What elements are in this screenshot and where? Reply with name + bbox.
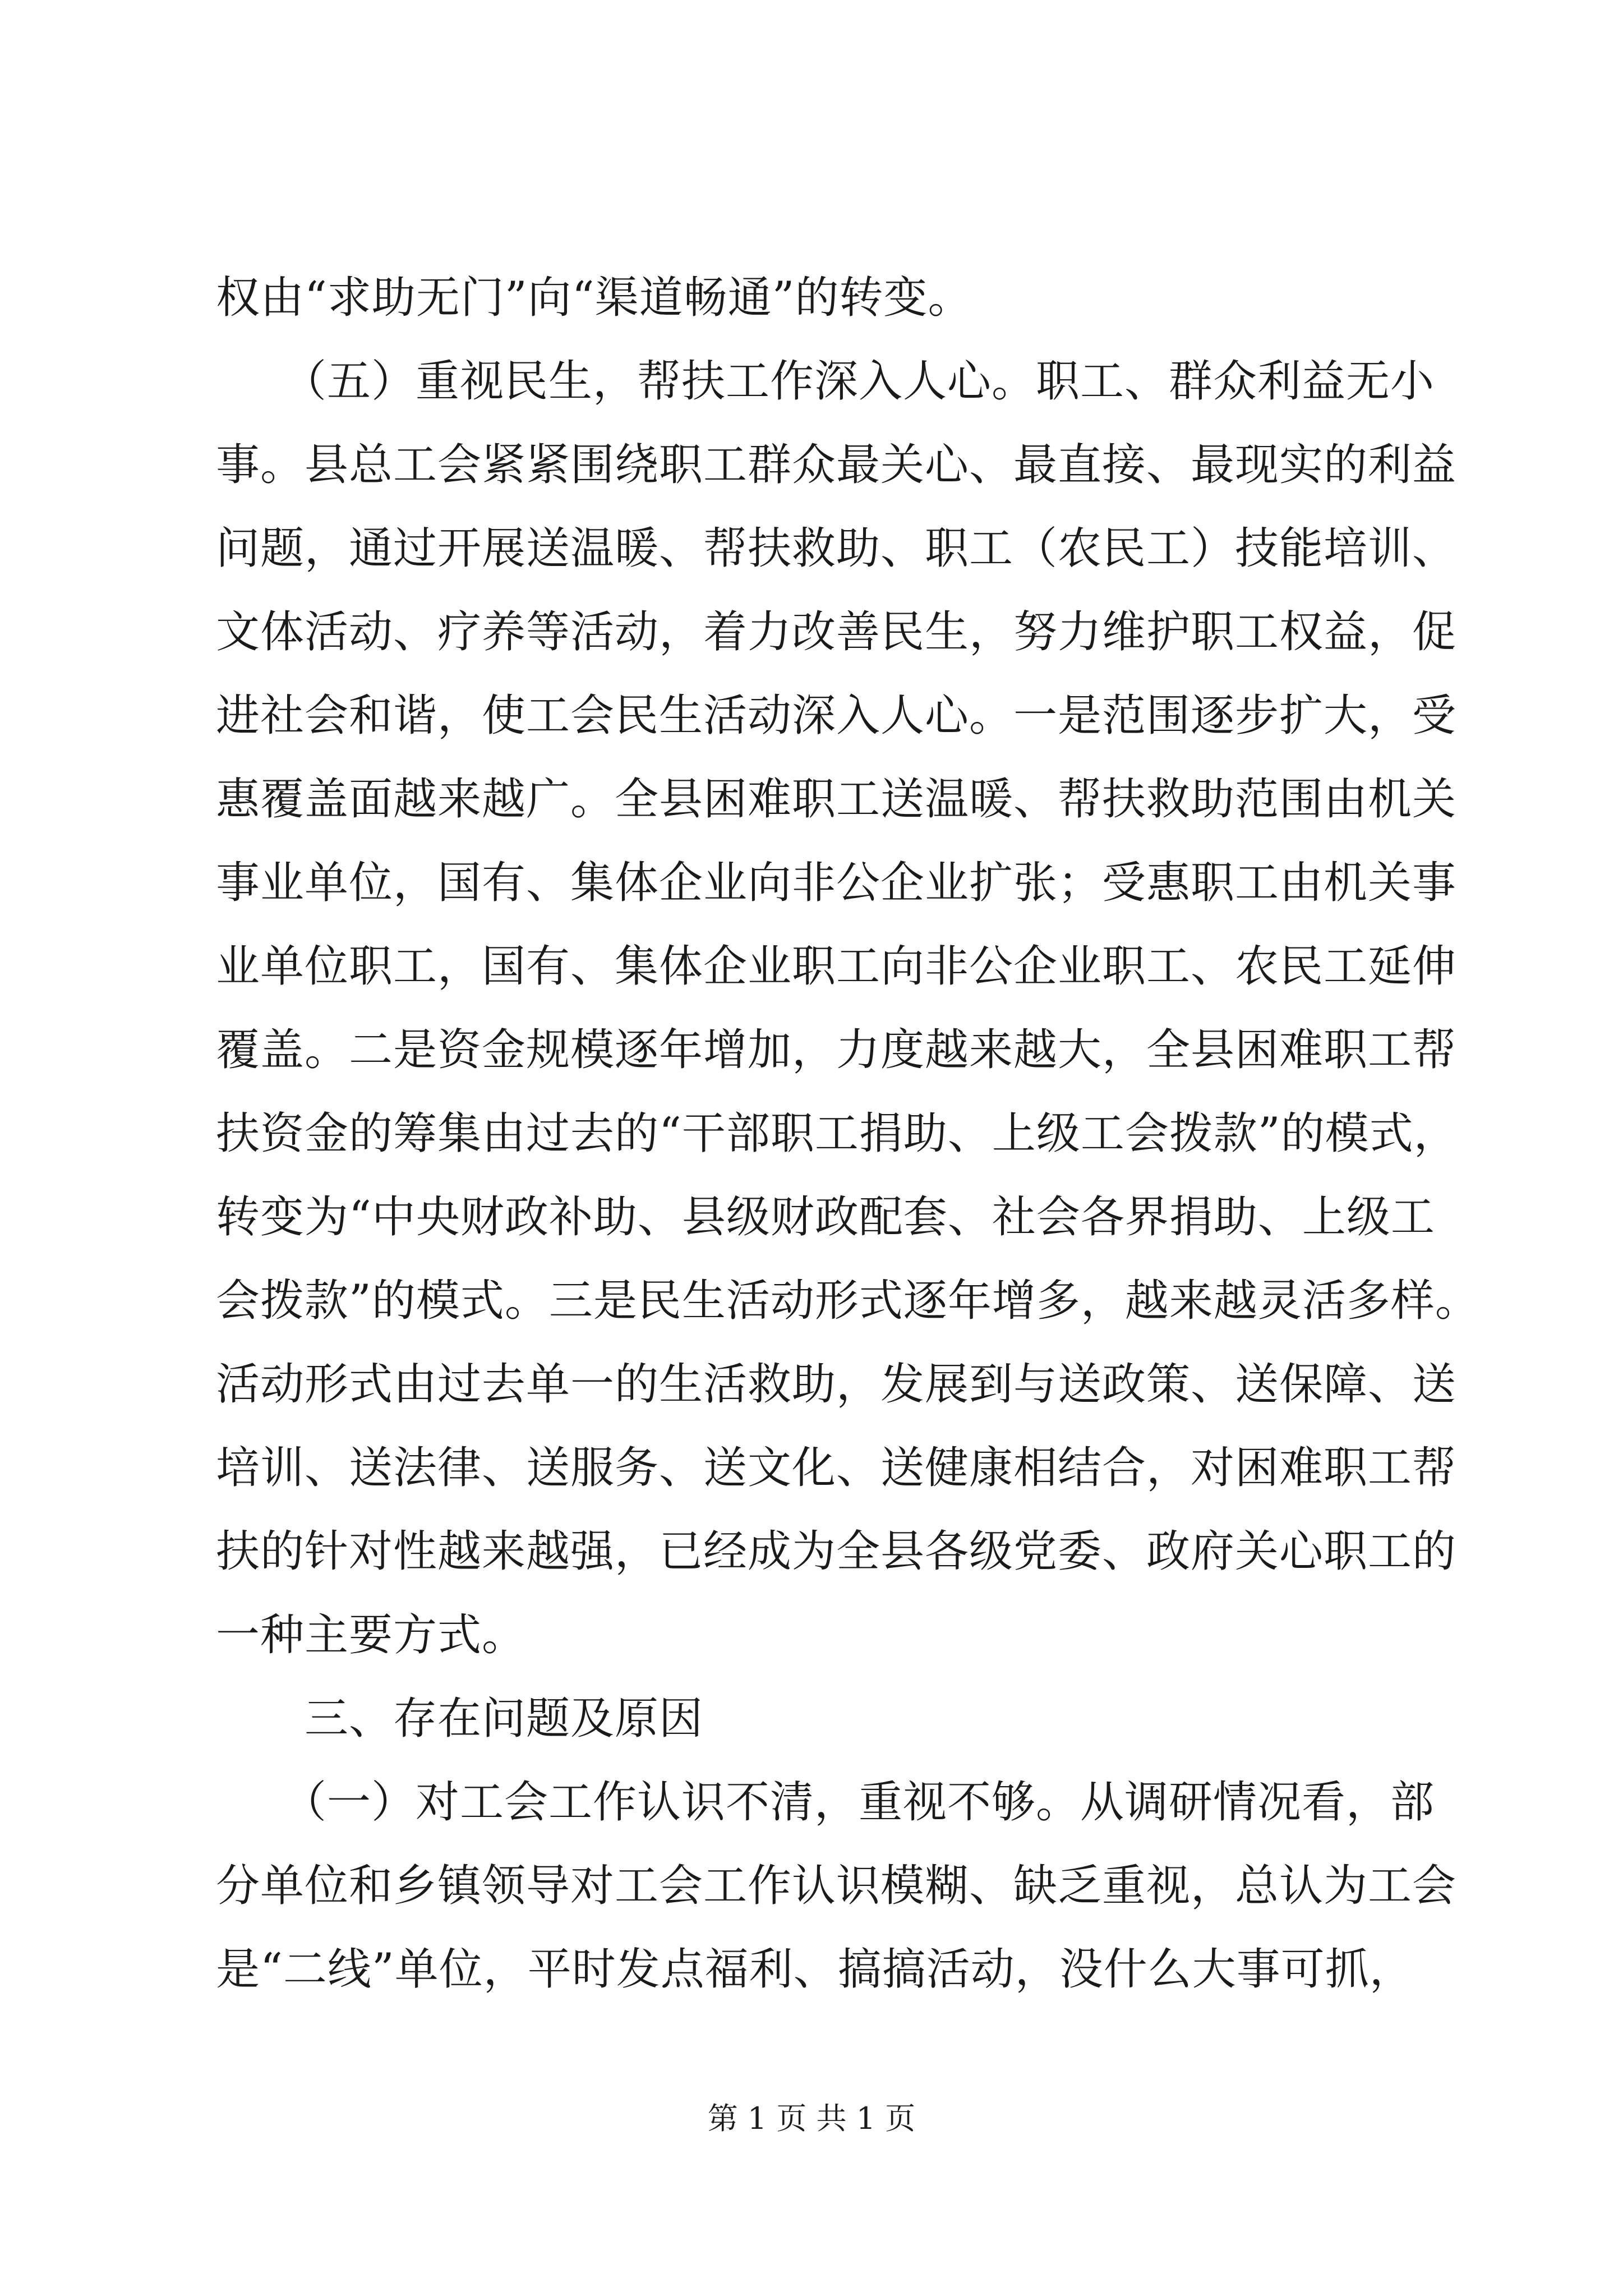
text-line: （一）对工会工作认识不清，重视不够。从调研情况看，部 xyxy=(216,1777,1435,1828)
text-line: （五）重视民生，帮扶工作深入人心。职工、群众利益无小 xyxy=(216,356,1435,407)
text-line: 事业单位，国有、集体企业向非公企业扩张；受惠职工由机关事 xyxy=(216,858,1457,908)
text-line: 覆盖。二是资金规模逐年增加，力度越来越大，全县困难职工帮 xyxy=(216,1025,1457,1075)
text-line: 权由“求助无门”向“渠道畅通”的转变。 xyxy=(216,273,972,323)
text-line: 分单位和乡镇领导对工会工作认识模糊、缺乏重视，总认为工会 xyxy=(216,1861,1457,1911)
text-line: 扶的针对性越来越强，已经成为全县各级党委、政府关心职工的 xyxy=(216,1526,1457,1577)
text-line: 业单位职工，国有、集体企业职工向非公企业职工、农民工延伸 xyxy=(216,941,1457,992)
text-line: 进社会和谐，使工会民生活动深入人心。一是范围逐步扩大，受 xyxy=(216,691,1457,741)
text-line: 是“二线”单位，平时发点福利、搞搞活动，没什么大事可抓， xyxy=(216,1944,1414,1995)
text-line: 文体活动、疗养等活动，着力改善民生，努力维护职工权益，促 xyxy=(216,607,1457,657)
text-line: 扶资金的筹集由过去的“干部职工捐助、上级工会拨款”的模式， xyxy=(216,1108,1458,1159)
section-heading: 三、存在问题及原因 xyxy=(216,1694,704,1744)
text-line: 会拨款”的模式。三是民生活动形式逐年增多，越来越灵活多样。 xyxy=(216,1276,1479,1326)
text-line: 惠覆盖面越来越广。全县困难职工送温暖、帮扶救助范围由机关 xyxy=(216,774,1457,825)
text-line: 事。县总工会紧紧围绕职工群众最关心、最直接、最现实的利益 xyxy=(216,440,1457,490)
text-line: 活动形式由过去单一的生活救助，发展到与送政策、送保障、送 xyxy=(216,1359,1457,1410)
text-line: 问题，通过开展送温暖、帮扶救助、职工（农民工）技能培训、 xyxy=(216,523,1457,574)
text-line: 转变为“中央财政补助、县级财政配套、社会各界捐助、上级工 xyxy=(216,1192,1435,1243)
text-line: 一种主要方式。 xyxy=(216,1610,527,1660)
text-line: 培训、送法律、送服务、送文化、送健康相结合，对困难职工帮 xyxy=(216,1443,1457,1493)
page-number-footer: 第 1 页 共 1 页 xyxy=(707,2101,916,2136)
